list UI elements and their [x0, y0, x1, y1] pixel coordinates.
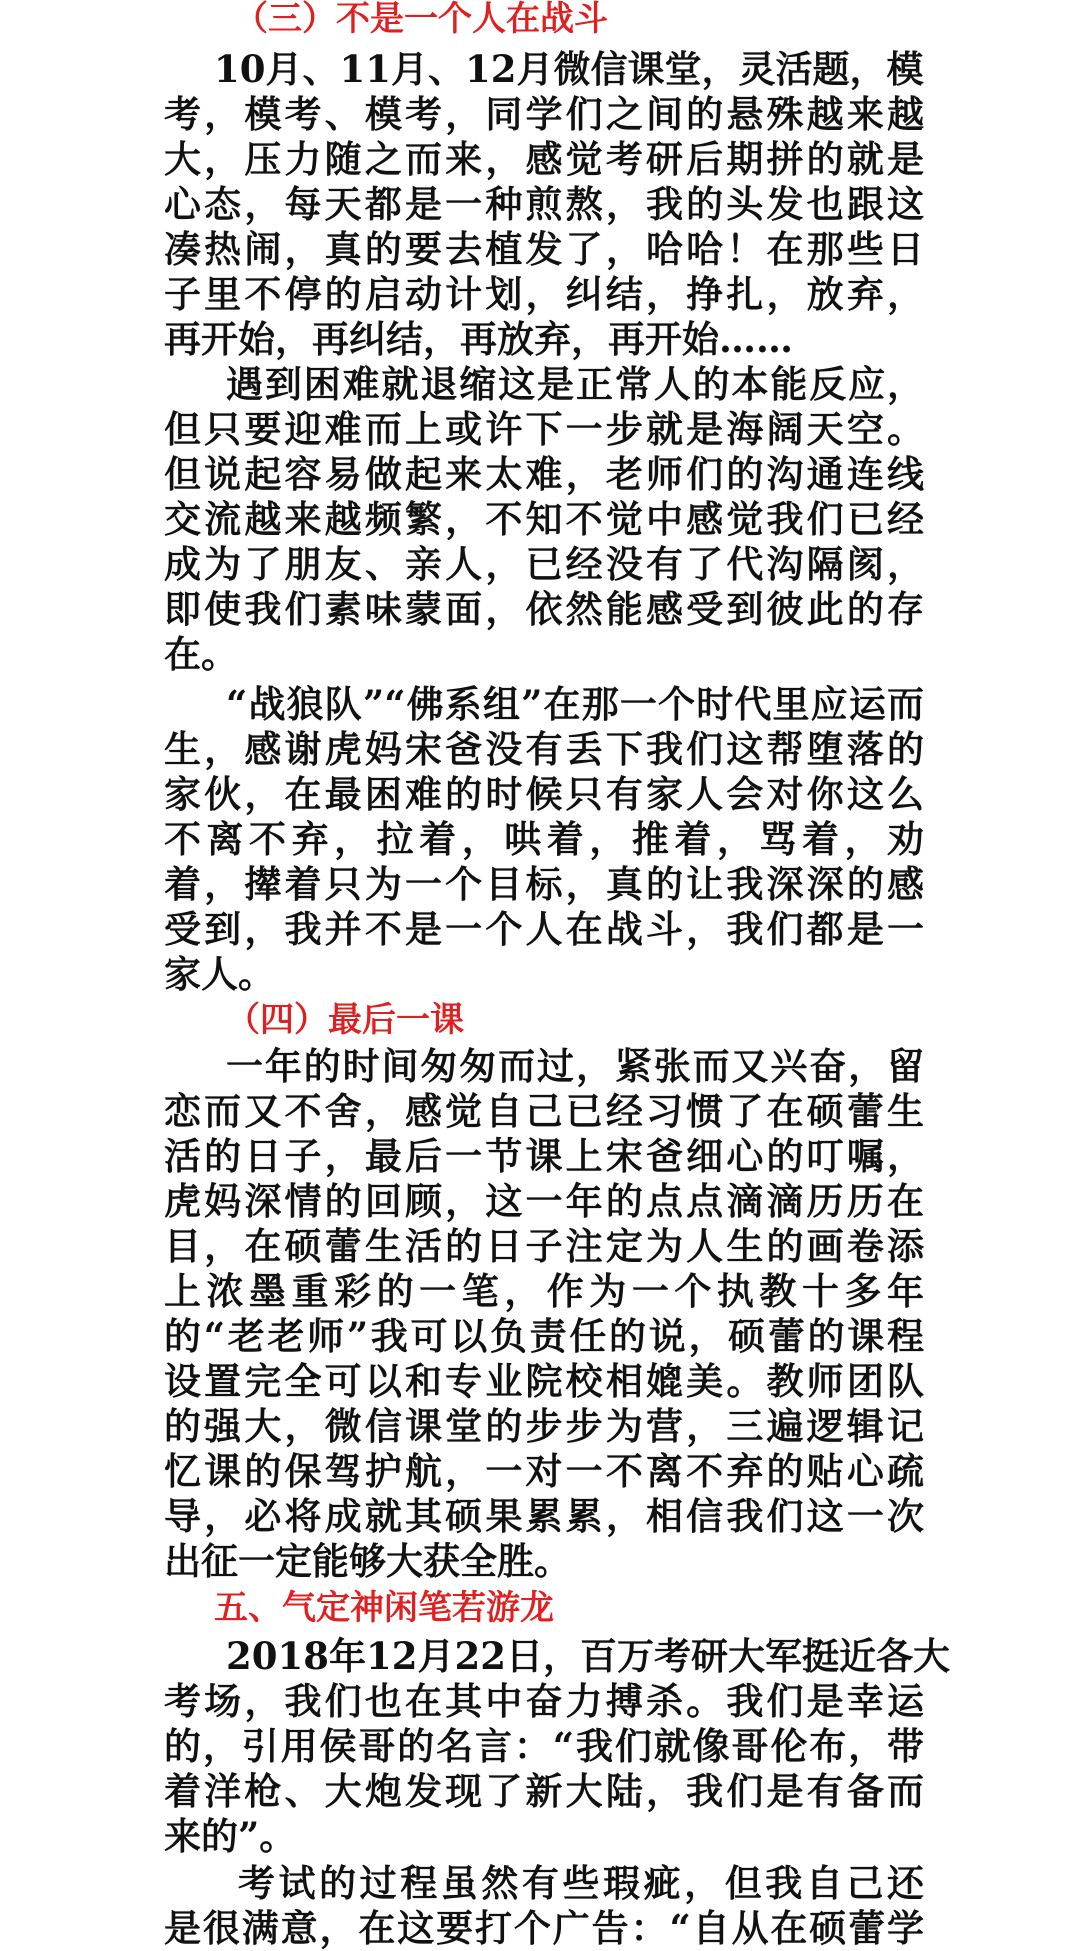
- paragraph-line: 来的”。: [164, 1814, 297, 1858]
- paragraph-line: 在。: [164, 632, 238, 676]
- paragraph-line: 10月、11月、12月微信课堂，灵活题，模: [214, 47, 924, 91]
- paragraph-line: 恋而又不舍，感觉自己已经习惯了在硕蕾生: [164, 1089, 924, 1133]
- paragraph-line: 再开始，再纠结，再放弃，再开始……: [164, 317, 793, 361]
- paragraph-line: 考试的过程虽然有些瑕疵，但我自己还: [238, 1861, 924, 1905]
- paragraph-line: 活的日子，最后一节课上宋爸细心的叮嘱，: [164, 1134, 924, 1178]
- paragraph-line: 导，必将成就其硕果累累，相信我们这一次: [164, 1494, 924, 1538]
- article-page: [164, 0, 950, 1950]
- paragraph-line: 家人。: [164, 952, 275, 996]
- paragraph-line: 不离不弃，拉着，哄着，推着，骂着，劝: [164, 817, 924, 861]
- paragraph-line: 交流越来越频繁，不知不觉中感觉我们已经: [164, 497, 924, 541]
- paragraph-line: 子里不停的启动计划，纠结，挣扎，放弃，: [164, 272, 924, 316]
- paragraph-line: 出征一定能够大获全胜。: [164, 1539, 571, 1583]
- paragraph-line: 着洋枪、大炮发现了新大陆，我们是有备而: [164, 1769, 924, 1813]
- paragraph-line: 着，撵着只为一个目标，真的让我深深的感: [164, 862, 924, 906]
- paragraph-line: 目，在硕蕾生活的日子注定为人生的画卷添: [164, 1224, 924, 1268]
- section-heading-5: 五、气定神闲笔若游龙: [214, 1588, 554, 1628]
- paragraph-line: 考，模考、模考，同学们之间的悬殊越来越: [164, 92, 924, 136]
- paragraph-line: 大，压力随之而来，感觉考研后期拼的就是: [164, 137, 924, 181]
- paragraph-line: 的“老老师”我可以负责任的说，硕蕾的课程: [164, 1314, 924, 1358]
- paragraph-line: 2018年12月22日，百万考研大军挺近各大: [226, 1634, 950, 1678]
- paragraph-line: “战狼队”“佛系组”在那一个时代里应运而: [226, 682, 924, 726]
- paragraph-line: 受到，我并不是一个人在战斗，我们都是一: [164, 907, 924, 951]
- paragraph-line: 的强大，微信课堂的步步为营，三遍逻辑记: [164, 1404, 924, 1448]
- paragraph-line: 是很满意，在这要打个广告：“自从在硕蕾学: [164, 1906, 924, 1950]
- paragraph-line: 成为了朋友、亲人，已经没有了代沟隔阂，: [164, 542, 924, 586]
- paragraph-line: 心态，每天都是一种煎熬，我的头发也跟这: [164, 182, 924, 226]
- paragraph-line: 忆课的保驾护航，一对一不离不弃的贴心疏: [164, 1449, 924, 1493]
- paragraph-line: 虎妈深情的回顾，这一年的点点滴滴历历在: [164, 1179, 924, 1223]
- paragraph-line: 但说起容易做起来太难，老师们的沟通连线: [164, 452, 924, 496]
- section-heading-3: （三）不是一个人在战斗: [234, 0, 608, 39]
- section-heading-4: （四）最后一课: [226, 1000, 464, 1040]
- paragraph-line: 考场，我们也在其中奋力搏杀。我们是幸运: [164, 1679, 924, 1723]
- paragraph-line: 上浓墨重彩的一笔，作为一个执教十多年: [164, 1269, 924, 1313]
- paragraph-line: 一年的时间匆匆而过，紧张而又兴奋，留: [226, 1044, 924, 1088]
- paragraph-line: 设置完全可以和专业院校相媲美。教师团队: [164, 1359, 924, 1403]
- paragraph-line: 的，引用侯哥的名言：“我们就像哥伦布，带: [164, 1724, 924, 1768]
- paragraph-line: 即使我们素味蒙面，依然能感受到彼此的存: [164, 587, 924, 631]
- paragraph-line: 生，感谢虎妈宋爸没有丢下我们这帮堕落的: [164, 727, 924, 771]
- paragraph-line: 遇到困难就退缩这是正常人的本能反应，: [226, 362, 924, 406]
- paragraph-line: 凑热闹，真的要去植发了，哈哈！在那些日: [164, 227, 924, 271]
- paragraph-line: 但只要迎难而上或许下一步就是海阔天空。: [164, 407, 924, 451]
- paragraph-line: 家伙，在最困难的时候只有家人会对你这么: [164, 772, 924, 816]
